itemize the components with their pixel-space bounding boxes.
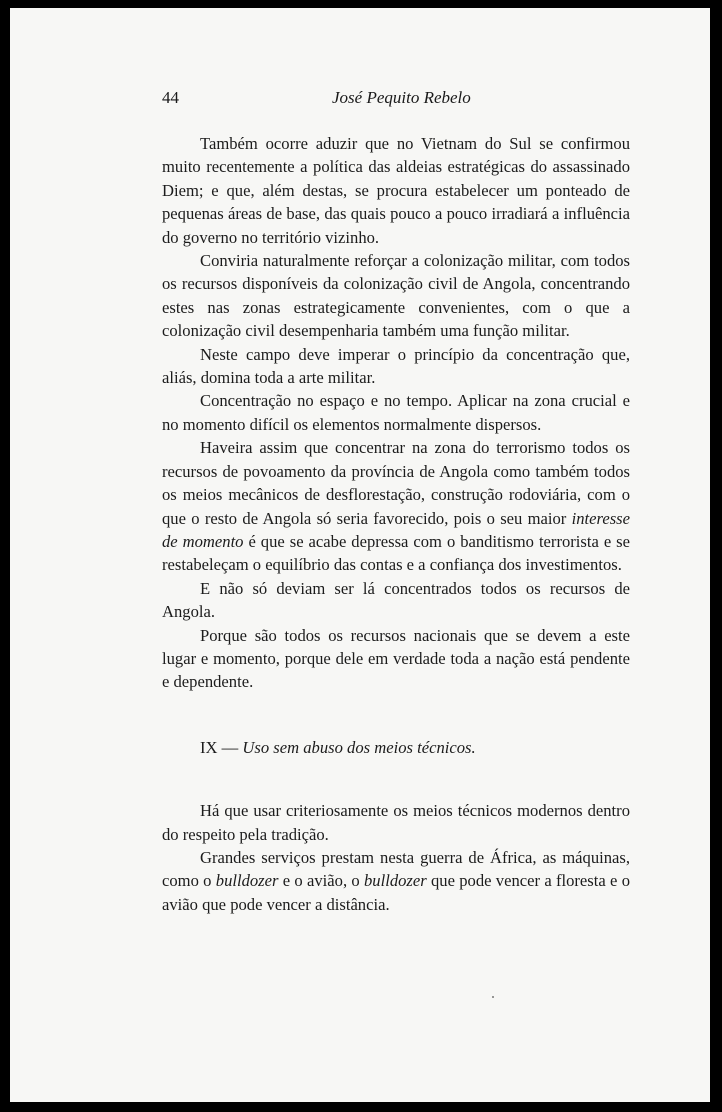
book-page <box>10 8 710 1102</box>
italic-term: bulldozer <box>215 871 279 891</box>
paragraph-text: Haveira assim que concentrar na zona do terrorismo todos os recursos de povoamento da província de Angola como também todos os meios mecânicos de desflorestação, construção rodoviária, com o que o resto de Angola só seria favorecido, pois o seu maior <box>162 438 630 528</box>
section-heading <box>162 736 630 759</box>
paragraph-text: e o avião, o <box>278 871 364 891</box>
paragraph-text: que pode vencer a floresta e o avião que pode vencer a distância. <box>162 871 630 914</box>
paper-speck <box>492 996 494 998</box>
paragraph: Conviria naturalmente reforçar a colonização militar, com todos os recursos disponíveis da colonização civil de Angola, concentrando estes nas zonas estrategicamente convenientes, com o que a colonização civil desempenharia também uma função militar. <box>162 251 630 341</box>
paragraph <box>162 846 630 916</box>
page-header <box>162 88 640 118</box>
paragraph: Porque são todos os recursos nacionais que se devem a este lugar e momento, porque dele em verdade toda a nação está pendente e dependente. <box>162 625 630 692</box>
paragraph: E não só deviam ser lá concentrados todos os recursos de Angola. <box>162 578 630 622</box>
section-numeral: IX <box>200 737 218 757</box>
paragraph: Neste campo deve imperar o princípio da concentração que, aliás, domina toda a arte militar. <box>162 344 630 388</box>
paragraph-text: é que se acabe depressa com o banditismo terrorista e se restabeleçam o equilíbrio das contas e a confiança dos investimentos. <box>162 531 630 575</box>
paragraph: Concentração no espaço e no tempo. Aplicar na zona crucial e no momento difícil os elementos normalmente dispersos. <box>162 391 630 434</box>
paragraph <box>162 436 630 576</box>
page-number: 44 <box>162 88 179 107</box>
paragraph-text: Grandes serviços prestam nesta guerra de África, as máquinas, como o <box>162 847 630 891</box>
paragraph: Há que usar criteriosamente os meios técnicos modernos dentro do respeito pela tradição. <box>162 801 630 844</box>
running-head: José Pequito Rebelo <box>332 88 471 107</box>
body-text <box>162 132 630 916</box>
section-title: Uso sem abuso dos meios técnicos. <box>242 737 476 757</box>
italic-term: bulldozer <box>364 871 427 891</box>
section-dash: — <box>221 737 239 757</box>
paragraph: Também ocorre aduzir que no Vietnam do Sul se confirmou muito recentemente a política das aldeias estratégicas do assassinado Diem; e que, além destas, se procura estabelecer um ponteado de pequenas áreas de base, das quais pouco a pouco irradiará a influência do governo no território vizinho. <box>162 134 630 247</box>
italic-phrase: interesse de momento <box>162 508 630 551</box>
